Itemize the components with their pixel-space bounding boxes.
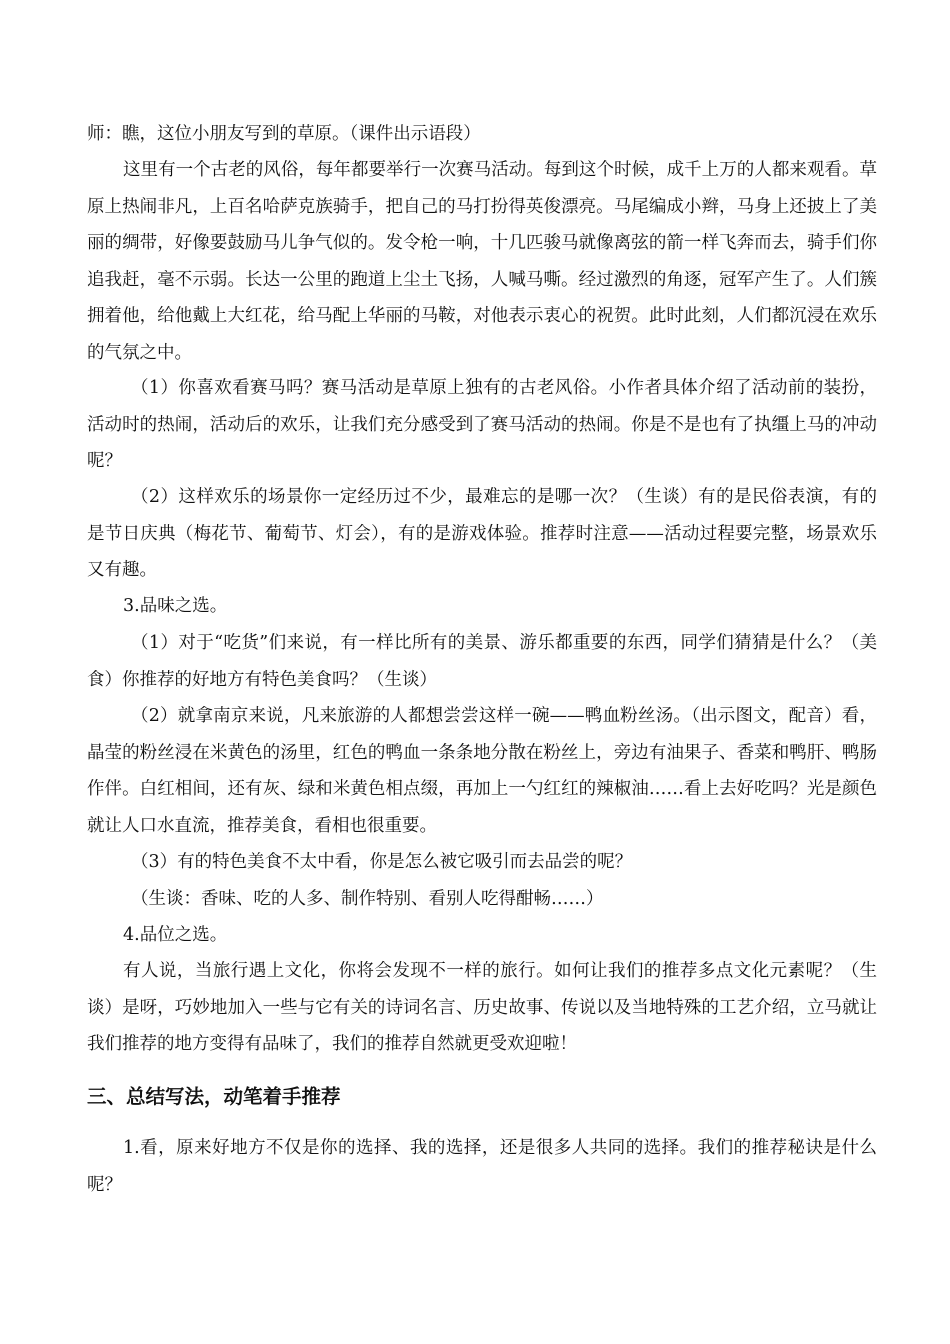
paragraph-food-question-1: （1）对于“吃货”们来说，有一样比所有的美景、游乐都重要的东西，同学们猜猜是什么？（美食）你推荐的好地方有特色美食吗？（生谈） [87, 633, 877, 690]
paragraph-summary-1: 1.看，原来好地方不仅是你的选择、我的选择，还是很多人共同的选择。我们的推荐秘诀是什么呢？ [87, 1138, 877, 1195]
paragraph-horse-race-passage: 这里有一个古老的风俗，每年都要举行一次赛马活动。每到这个时候，成千上万的人都来观看。草原上热闹非凡，上百名哈萨克族骑手，把自己的马打扮得英俊漂亮。马尾编成小辫，马身上还披上了美丽的绸带，好像要鼓励马儿争气似的。发令枪一响，十几匹骏马就像离弦的箭一样飞奔而去，骑手们你追我赶，毫不示弱。长达一公里的跑道上尘土飞扬，人喊马嘶。经过激烈的角逐，冠军产生了。人们簇拥着他，给他戴上大红花，给马配上华丽的马鞍，对他表示衷心的祝贺。此时此刻，人们都沉浸在欢乐的气氛之中。 [87, 160, 877, 363]
paragraph-question-1: （1）你喜欢看赛马吗？赛马活动是草原上独有的古老风俗。小作者具体介绍了活动前的装扮，活动时的热闹，活动后的欢乐，让我们充分感受到了赛马活动的热闹。你是不是也有了执缰上马的冲动呢？ [87, 378, 877, 471]
section-item-3: 3.品味之选。 [123, 596, 228, 616]
section-heading-3: 三、总结写法，动笔着手推荐 [87, 1085, 341, 1108]
section-item-4: 4.品位之选。 [123, 925, 228, 945]
paragraph-student-talk: （生谈：香味、吃的人多、制作特别、看别人吃得酣畅……） [131, 889, 604, 909]
paragraph-culture: 有人说，当旅行遇上文化，你将会发现不一样的旅行。如何让我们的推荐多点文化元素呢？（生谈）是呀，巧妙地加入一些与它有关的诗词名言、历史故事、传说以及当地特殊的工艺介绍，立马就让我们推荐的地方变得有品味了，我们的推荐自然就更受欢迎啦！ [87, 961, 877, 1054]
paragraph-question-2: （2）这样欢乐的场景你一定经历过不少，最难忘的是哪一次？（生谈）有的是民俗表演，有的是节日庆典（梅花节、葡萄节、灯会），有的是游戏体验。推荐时注意——活动过程要完整，场景欢乐又有趣。 [87, 487, 877, 580]
paragraph-food-question-3: （3）有的特色美食不太中看，你是怎么被它吸引而去品尝的呢？ [131, 852, 633, 872]
paragraph-teacher-intro: 师：瞧，这位小朋友写到的草原。（课件出示语段） [87, 124, 481, 144]
paragraph-food-question-2: （2）就拿南京来说，凡来旅游的人都想尝尝这样一碗——鸭血粉丝汤。（出示图文，配音）看，晶莹的粉丝浸在米黄色的汤里，红色的鸭血一条条地分散在粉丝上，旁边有油果子、香菜和鸭肝、鸭肠作伴。白红相间，还有灰、绿和米黄色相点缀，再加上一勺红红的辣椒油……看上去好吃吗？光是颜色就让人口水直流，推荐美食，看相也很重要。 [87, 706, 877, 836]
